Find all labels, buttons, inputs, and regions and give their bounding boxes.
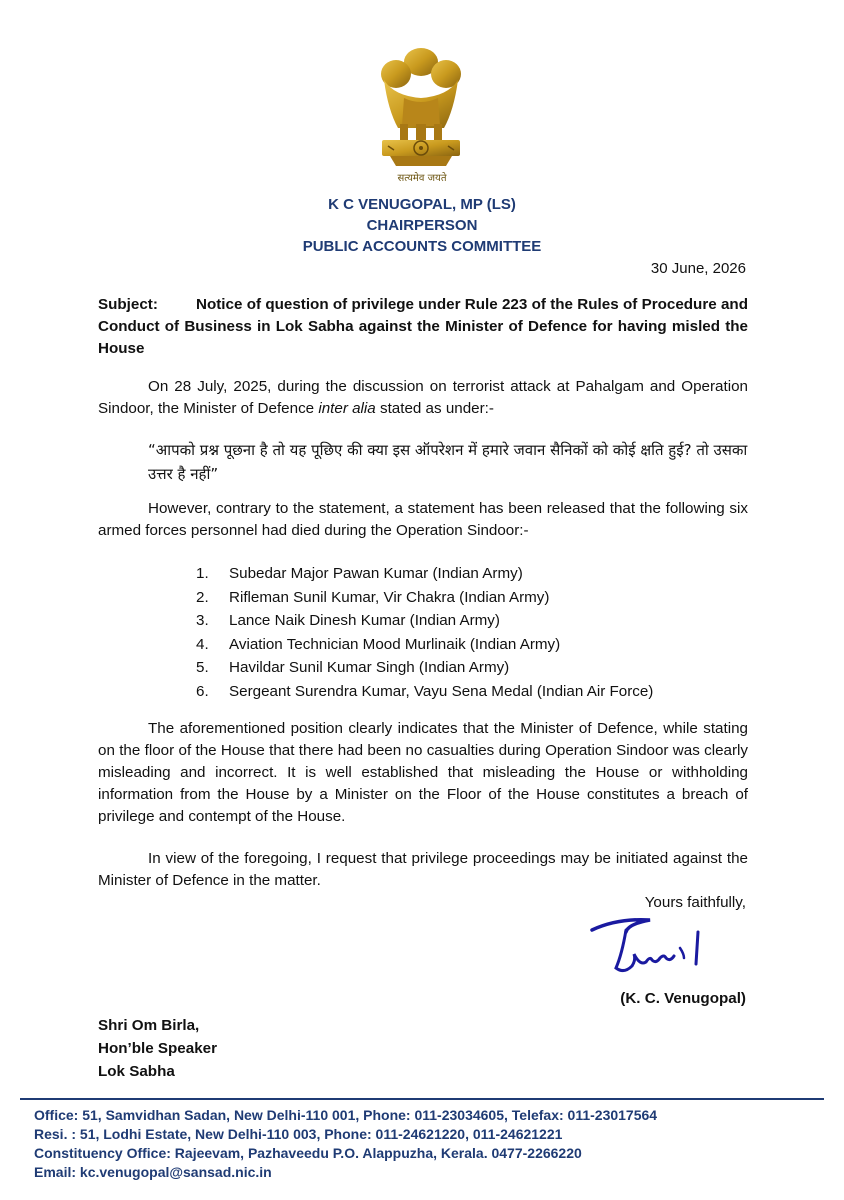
list-number: 1.	[196, 565, 209, 582]
list-number: 5.	[196, 659, 209, 676]
list-item	[196, 586, 756, 610]
hindi-quote: “आपको प्रश्न पूछना है तो यह पूछिए की क्या इस ऑपरेशन में हमारे जवान सैनिकों को कोई क्षति हुई? तो उसका उत्तर है नहीं”	[148, 441, 748, 483]
footer-divider	[20, 1098, 824, 1100]
paragraph-1-start: On 28 July, 2025, during the discussion on terrorist attack at Pahalgam and Operation Sindoor, the Minister of Defence	[98, 378, 748, 417]
sender-committee: PUBLIC ACCOUNTS COMMITTEE	[302, 238, 542, 255]
paragraph-4: In view of the foregoing, I request that privilege proceedings may be initiated against the Minister of Defence in the matter.	[98, 850, 748, 889]
addressee-name: Shri Om Birla,	[98, 1017, 200, 1034]
addressee-block	[98, 1014, 217, 1083]
addressee-org: Lok Sabha	[98, 1063, 175, 1080]
list-text: Havildar Sunil Kumar Singh (Indian Army)	[229, 659, 510, 676]
footer-email: Email: kc.venugopal@sansad.nic.in	[34, 1164, 272, 1180]
subject-block	[98, 294, 748, 360]
paragraph-1	[98, 376, 748, 420]
closing-salutation: Yours faithfully,	[644, 894, 746, 911]
list-item	[196, 680, 756, 704]
list-number: 2.	[196, 588, 209, 606]
list-number: 3.	[196, 612, 209, 629]
handwritten-signature-icon	[588, 908, 718, 988]
personnel-list	[196, 562, 756, 703]
list-item	[196, 562, 756, 586]
list-text: Aviation Technician Mood Murlinaik (Indian Army)	[229, 635, 561, 653]
paragraph-1-italic: inter alia	[318, 400, 376, 417]
footer-residence: Resi. : 51, Lodhi Estate, New Delhi-110 003, Phone: 011-24621220, 011-24621221	[34, 1126, 563, 1142]
emblem-motto: सत्यमेव जयते	[397, 173, 447, 184]
paragraph-1-end: stated as under:-	[375, 400, 494, 417]
letter-date: 30 June, 2026	[650, 260, 746, 277]
list-item	[196, 633, 756, 657]
list-text: Lance Naik Dinesh Kumar (Indian Army)	[229, 612, 500, 629]
sender-role: CHAIRPERSON	[366, 217, 478, 234]
list-item	[196, 609, 756, 633]
footer-office: Office: 51, Samvidhan Sadan, New Delhi-110 001, Phone: 011-23034605, Telefax: 011-23017564	[34, 1107, 658, 1123]
list-item	[196, 656, 756, 680]
list-text: Sergeant Surendra Kumar, Vayu Sena Medal (Indian Air Force)	[229, 682, 654, 700]
paragraph-3: The aforementioned position clearly indicates that the Minister of Defence, while stating on the floor of the House that there had been no casualties during Operation Sindoor was clearly misleading and incorrect. It is well established that misleading the House or withholding information from the House by a Minister on the Floor of the House constitutes a breach of privilege and contempt of the House.	[98, 720, 748, 825]
footer-contact	[34, 1106, 824, 1182]
letterhead	[0, 194, 844, 257]
signatory-name: (K. C. Venugopal)	[620, 990, 746, 1007]
list-number: 6.	[196, 682, 209, 700]
list-text: Subedar Major Pawan Kumar (Indian Army)	[229, 565, 523, 582]
footer-constituency: Constituency Office: Rajeevam, Pazhaveedu P.O. Alappuzha, Kerala. 0477-2266220	[34, 1145, 582, 1161]
subject-label: Subject:	[98, 296, 158, 313]
list-number: 4.	[196, 635, 209, 653]
addressee-title: Hon’ble Speaker	[98, 1040, 218, 1057]
list-text: Rifleman Sunil Kumar, Vir Chakra (Indian Army)	[229, 588, 550, 606]
subject-text: Notice of question of privilege under Rule 223 of the Rules of Procedure and Conduct of Business in Lok Sabha against the Minister of Defence for having misled the House	[98, 296, 748, 357]
paragraph-2: However, contrary to the statement, a statement has been released that the following six armed forces personnel had died during the Operation Sindoor:-	[98, 500, 748, 539]
sender-name: K C VENUGOPAL, MP (LS)	[328, 196, 516, 213]
